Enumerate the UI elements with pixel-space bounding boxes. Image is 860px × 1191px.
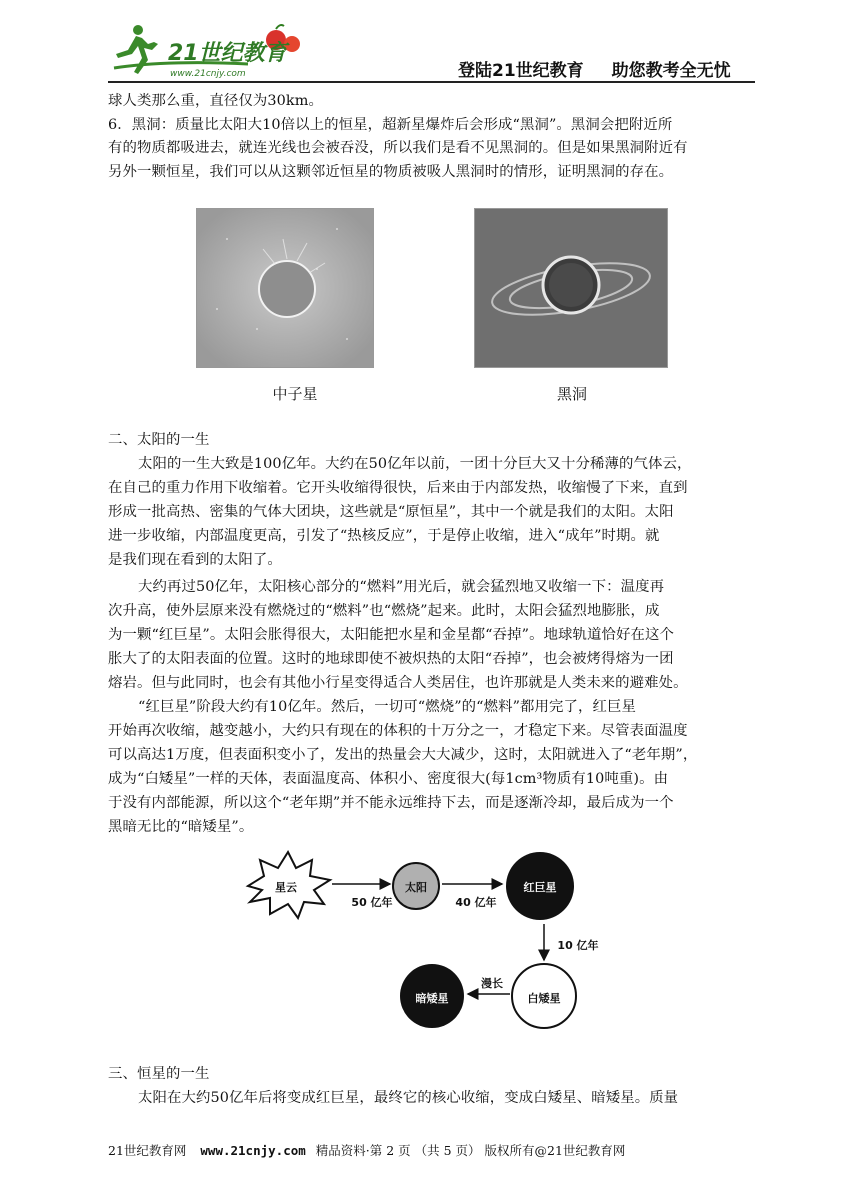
body-line: 次升高，使外层原来没有燃烧过的“燃料”也“燃烧”起来。此时，太阳会猛烈地膨胀，成 (108, 603, 660, 619)
footer-site-link[interactable]: www.21cnjy.com (200, 1143, 306, 1158)
body-line: 球人类那么重，直径仅为30km。 (108, 93, 323, 109)
body-line: 有的物质都吸进去，就连光线也会被吞没，所以我们是看不见黑洞的。但是如果黑洞附近有 (108, 140, 688, 156)
body-line: “红巨星”阶段大约有10亿年。然后，一切可“燃烧”的“燃料”都用完了，红巨星 (138, 699, 636, 715)
body-line: 在自己的重力作用下收缩着。它开头收缩得很快，后来由于内部发热，收缩慢了下来，直到 (108, 480, 688, 496)
slogan-left: 登陆21世纪教育 (458, 61, 584, 81)
dark-dwarf-label: 暗矮星 (415, 992, 449, 1005)
body-line: 为一颗“红巨星”。太阳会胀得很大，太阳能把水星和金星都“吞掉”。地球轨道恰好在这个 (108, 627, 674, 643)
header-slogan (458, 56, 731, 81)
arrow-label: 10 亿年 (557, 939, 599, 952)
sun-label: 太阳 (405, 881, 427, 894)
header-divider (108, 81, 755, 83)
neutron-star-caption: 中子星 (272, 385, 318, 403)
arrow-label: 40 亿年 (455, 896, 497, 909)
section-heading: 三、恒星的一生 (108, 1066, 210, 1082)
body-line: 另外一颗恒星，我们可以从这颗邻近恒星的物质被吸人黑洞时的情形，证明黑洞的存在。 (108, 164, 674, 180)
page-footer (108, 1141, 625, 1159)
red-giant-label: 红巨星 (523, 881, 557, 894)
body-line: 太阳的一生大致是100亿年。大约在50亿年以前，一团十分巨大又十分稀薄的气体云， (138, 456, 692, 472)
body-line: 成为“白矮星”一样的天体，表面温度高、体积小、密度很大(每1cm³物质有10吨重)。由 (108, 771, 669, 787)
site-logo (108, 20, 308, 82)
black-hole-photo (474, 208, 668, 368)
sun-lifecycle-diagram (240, 846, 580, 1036)
body-line: 于没有内部能源，所以这个“老年期”并不能永远维持下去，而是逐渐冷却，最后成为一个 (108, 795, 674, 811)
white-dwarf-label: 白矮星 (527, 992, 561, 1005)
body-line: 形成一批高热、密集的气体大团块，这些就是“原恒星”，其中一个就是我们的太阳。太阳 (108, 504, 674, 520)
body-line: 熔岩。但与此同时，也会有其他小行星变得适合人类居住，也许那就是人类未来的避难处。 (108, 675, 688, 691)
body-line: 黑暗无比的“暗矮星”。 (108, 819, 254, 835)
arrow-label: 50 亿年 (351, 896, 393, 909)
body-line: 是我们现在看到的太阳了。 (108, 552, 282, 568)
footer-right: 精品资料·第 2 页 （共 5 页） 版权所有@21世纪教育网 (315, 1143, 626, 1158)
neutron-star-photo (196, 208, 374, 368)
footer-left: 21世纪教育网 (108, 1143, 187, 1158)
arrow-label: 漫长 (481, 977, 503, 990)
nebula-label: 星云 (275, 881, 297, 894)
logo-url: www.21cnjy.com (170, 69, 246, 79)
body-line: 大约再过50亿年，太阳核心部分的“燃料”用光后，就会猛烈地又收缩一下：温度再 (138, 579, 665, 595)
body-line: 太阳在大约50亿年后将变成红巨星，最终它的核心收缩，变成白矮星、暗矮星。质量 (138, 1090, 679, 1106)
body-line: 开始再次收缩，越变越小，大约只有现在的体积的十万分之一，才稳定下来。尽管表面温度 (108, 723, 688, 739)
body-line: 胀大了的太阳表面的位置。这时的地球即使不被炽热的太阳“吞掉”，也会被烤得熔为一团 (108, 651, 674, 667)
logo-text: 21世纪教育 (168, 41, 287, 66)
body-line: 6．黑洞：质量比太阳大10倍以上的恒星，超新星爆炸后会形成“黑洞”。黑洞会把附近所 (108, 117, 673, 133)
black-hole-caption: 黑洞 (556, 385, 587, 403)
body-line: 进一步收缩，内部温度更高，引发了“热核反应”，于是停止收缩，进入“成年”时期。就 (108, 528, 660, 544)
section-heading: 二、太阳的一生 (108, 432, 210, 448)
slogan-right: 助您教考全无忧 (611, 61, 731, 81)
body-line: 可以高达1万度，但表面积变小了，发出的热量会大大减少，这时，太阳就进入了“老年期”， (108, 747, 698, 763)
